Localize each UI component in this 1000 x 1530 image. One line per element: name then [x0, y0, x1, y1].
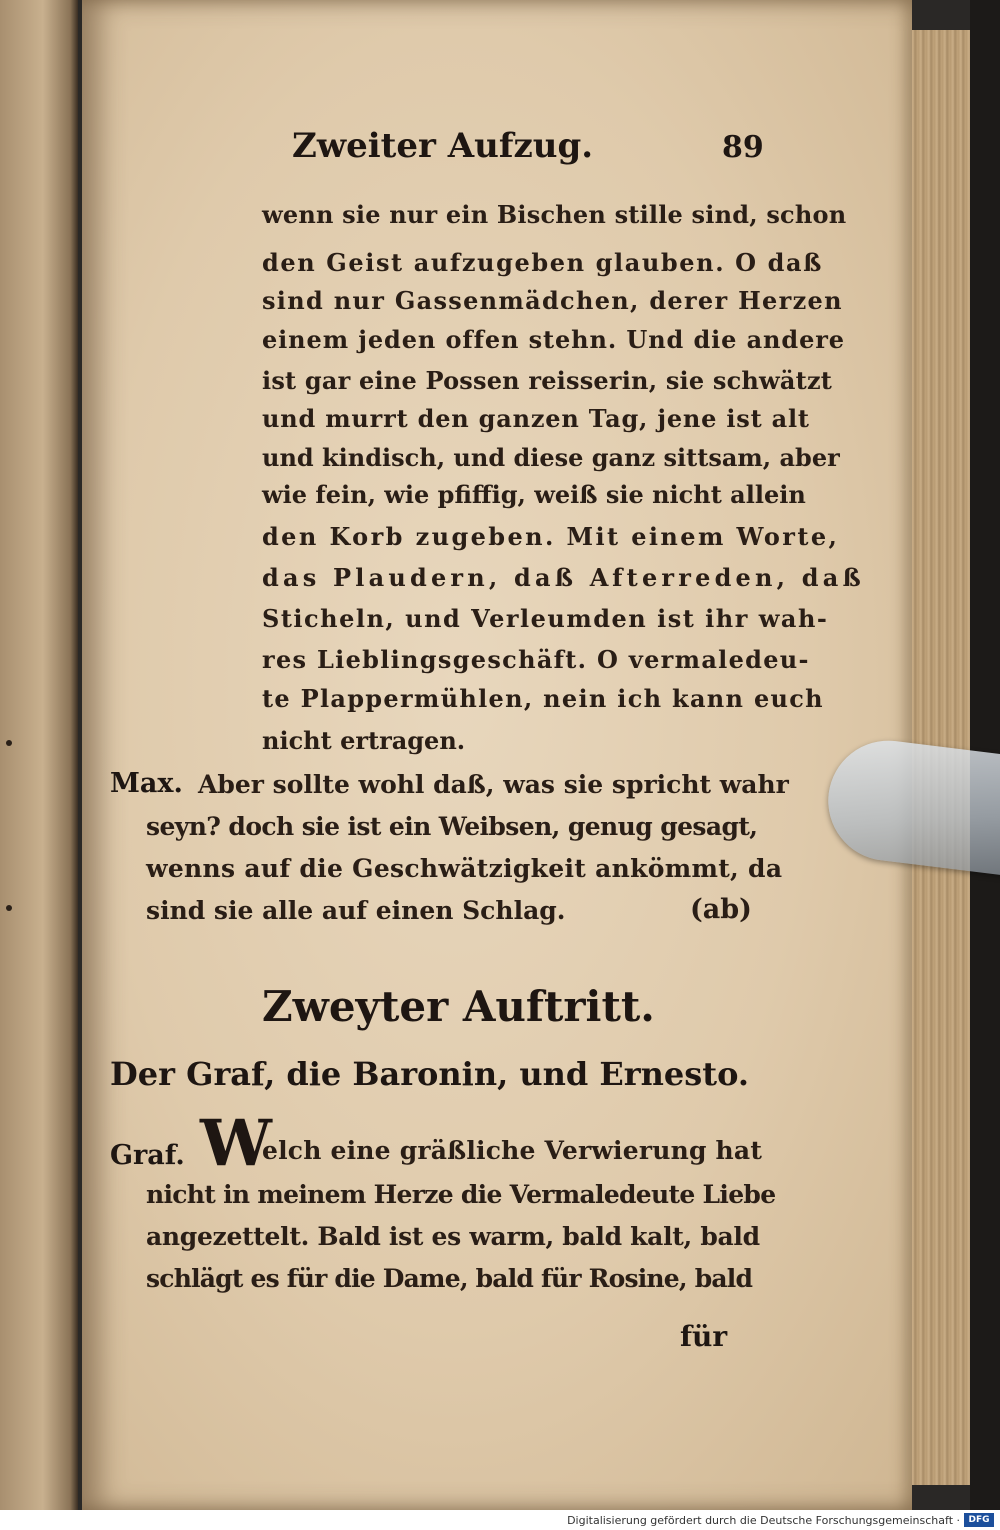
text-line: wenn sie nur ein Bischen stille sind, schon: [262, 200, 847, 229]
scene-title: Zweyter Auftritt.: [262, 982, 655, 1031]
speaker-label-graf: Graf.: [110, 1140, 185, 1171]
text-line: und murrt den ganzen Tag, jene ist alt: [262, 404, 810, 433]
text-line: res Lieblingsgeschäft. O vermaledeu-: [262, 645, 810, 674]
ink-speck: [6, 905, 12, 911]
text-line: das Plaudern, daß Afterreden, daß: [262, 563, 865, 592]
text-line: elch eine gräßliche Verwierung hat: [262, 1136, 763, 1165]
drop-capital: W: [200, 1106, 272, 1181]
text-line: sind nur Gassenmädchen, derer Herzen: [262, 286, 843, 315]
catchword: für: [680, 1320, 728, 1353]
left-page-edge: [0, 0, 78, 1510]
text-line: einem jeden offen stehn. Und die andere: [262, 325, 845, 354]
ink-speck: [6, 740, 12, 746]
text-line: wenns auf die Geschwätzigkeit ankömmt, da: [146, 854, 783, 883]
text-line: ist gar eine Possen reisserin, sie schwätzt: [262, 366, 833, 395]
footer-bar: [0, 1510, 1000, 1530]
funding-notice: Digitalisierung gefördert durch die Deutsche Forschungsgemeinschaft ·: [567, 1514, 960, 1527]
page-number: 89: [722, 130, 764, 165]
text-line: schlägt es für die Dame, bald für Rosine, bald: [146, 1264, 753, 1293]
text-line: den Korb zugeben. Mit einem Worte,: [262, 522, 840, 551]
text-line: Aber sollte wohl daß, was sie spricht wahr: [198, 770, 789, 799]
dfg-logo: DFG: [964, 1513, 994, 1527]
speaker-label-max: Max.: [110, 768, 183, 799]
text-line: den Geist aufzugeben glauben. O daß: [262, 248, 823, 277]
running-head: Zweiter Aufzug.: [292, 126, 594, 166]
text-line: wie fein, wie pfiffig, weiß sie nicht allein: [262, 480, 806, 509]
text-line: nicht ertragen.: [262, 726, 466, 755]
text-line: te Plappermühlen, nein ich kann euch: [262, 684, 824, 713]
text-line: Sticheln, und Verleumden ist ihr wah-: [262, 604, 829, 633]
text-line: seyn? doch sie ist ein Weibsen, genug gesagt,: [146, 812, 758, 841]
text-line: und kindisch, und diese ganz sittsam, aber: [262, 443, 840, 472]
text-line: angezettelt. Bald ist es warm, bald kalt, bald: [146, 1222, 760, 1251]
text-line: sind sie alle auf einen Schlag.: [146, 896, 566, 925]
stage-direction: (ab): [690, 894, 752, 925]
text-line: nicht in meinem Herze die Vermaledeute Liebe: [146, 1180, 776, 1209]
cast-list: Der Graf, die Baronin, und Ernesto.: [110, 1055, 749, 1093]
